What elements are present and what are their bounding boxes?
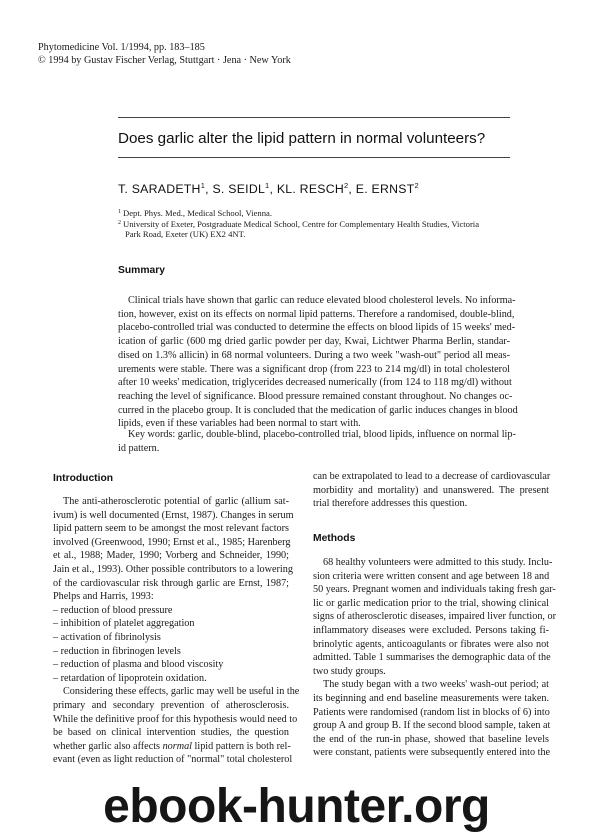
- text-line: group A and group B. If the second blood sample, taken at: [313, 720, 551, 732]
- text-line: 50 years. Pregnant women and individuals taking fresh gar-: [313, 584, 556, 596]
- text-line: signs of atherosclerotic diseases, impaired liver function, or: [313, 611, 557, 623]
- text-line: – inhibition of platelet aggregation: [53, 618, 195, 630]
- text-line: be based on clinical intervention studies, the question: [53, 727, 289, 739]
- text-line: involved (Greenwood, 1990; Ernst et al., 1985; Harenberg: [53, 536, 291, 548]
- text-line: curred in the placebo group. It is concluded that the medication of garlic induces changes in blood: [118, 404, 518, 416]
- author-name: KL. RESCH: [276, 182, 344, 196]
- text-line: urements were stable. There was a significant drop (from 223 to 214 mg/dl) in total cholesterol: [118, 363, 510, 375]
- text-line: The anti-atherosclerotic potential of garlic (allium sat-: [63, 496, 289, 507]
- text-line: – reduction of blood pressure: [53, 604, 173, 616]
- text-line: dised on 1.3% allicin) in 68 normal volunteers. During a two week "wash-out" period all meas-: [118, 349, 510, 361]
- text-line: lipids, even if these variables had been normal to start with.: [118, 418, 361, 430]
- affiliation-mark: 1: [118, 209, 121, 215]
- title-rule-bottom: [118, 157, 510, 158]
- text-line: Considering these effects, garlic may well be useful in the: [63, 686, 300, 698]
- summary-heading: Summary: [118, 265, 165, 276]
- author-affil-mark: 2: [343, 181, 349, 190]
- text-line: Clinical trials have shown that garlic can reduce elevated blood cholesterol levels. No informa-: [128, 295, 516, 306]
- text-line: morbidity and mortality) and unanswered. The present: [313, 484, 549, 496]
- text-line: – reduction in fibrinogen levels: [53, 645, 181, 657]
- text-line: Key words: garlic, double-blind, placebo-controlled trial, blood lipids, influence on normal lip-: [128, 429, 516, 440]
- introduction-heading: Introduction: [53, 473, 114, 484]
- text-line: were constant, patients were subsequently entered into the: [313, 747, 551, 759]
- journal-citation: Phytomedicine Vol. 1/1994, pp. 183–185: [38, 42, 205, 53]
- text-line: The study began with a two weeks' wash-out period; at: [323, 679, 549, 691]
- text-line: two study groups.: [313, 665, 386, 677]
- watermark: ebook-hunter.org: [103, 779, 490, 833]
- text-line: its beginning and end baseline measurements were taken.: [313, 693, 549, 704]
- text-line: While the definitive proof for this hypothesis would need to: [53, 713, 298, 725]
- text-line: placebo-controlled trial was conducted to determine the effects on blood lipids of 15 weeks' med-: [118, 322, 516, 334]
- title-rule-top: [118, 117, 510, 118]
- article-title: Does garlic alter the lipid pattern in normal volunteers?: [118, 130, 486, 147]
- text-line: et al., 1988; Mader, 1990; Vorberg and Schneider, 1990;: [53, 550, 289, 562]
- text-line: after 10 weeks' medication, triglycerides decreased numerically (from 124 to 118 mg/dl) without: [118, 377, 512, 389]
- text-line: Jain et al., 1993). Other possible contributors to a lowering: [53, 564, 293, 575]
- text-line: – retardation of lipoprotein oxidation.: [53, 672, 207, 684]
- affiliation-text: University of Exeter, Postgraduate Medical School, Centre for Complementary Health Studies, Victoria: [123, 219, 480, 229]
- text-line: reaching the level of significance. Blood pressure remained constant throughout. No changes oc-: [118, 390, 513, 402]
- author-affil-mark: 2: [414, 181, 419, 190]
- text-line: – reduction of plasma and blood viscosity: [53, 659, 224, 671]
- affiliation-line: [125, 229, 245, 240]
- text-line: of the cardiovascular risk through garlic are Ernst, 1987;: [53, 577, 289, 589]
- author-name: S. SEIDL: [212, 182, 266, 196]
- text-line: the end of the run-in phase, showed that baseline levels: [313, 733, 549, 745]
- text-line: tion, however, exist on its effects on normal lipid patterns. Therefore a randomised, double-blind,: [118, 308, 515, 320]
- affiliation-mark: 2: [118, 220, 121, 226]
- author-list: T. SARADETH$^1$, S. SEIDL$^1$, KL. RESCH$^2$, E. ERNST$^2$: [118, 181, 419, 196]
- text-line: ivum) is well documented (Ernst, 1987). Changes in serum: [53, 509, 294, 521]
- text-line: 68 healthy volunteers were admitted to this study. Inclu-: [323, 557, 553, 568]
- text-line: id pattern.: [118, 442, 160, 454]
- text-line: evant (even as light reduction of "normal" total cholesterol: [53, 754, 293, 766]
- copyright-line: © 1994 by Gustav Fischer Verlag, Stuttgart · Jena · New York: [38, 55, 291, 66]
- text-line: Patients were randomised (random list in blocks of 6) into: [313, 706, 550, 718]
- text-line: Phelps and Harris, 1993:: [53, 591, 154, 603]
- author-name: T. SARADETH: [118, 182, 201, 196]
- text-line: lic or garlic medication prior to the trial, showing clinical: [313, 597, 549, 609]
- author-name: E. ERNST: [355, 182, 415, 196]
- text-line: ication of garlic (600 mg dried garlic powder per day, Kwai, Lichtwer Pharma Berlin, standar-: [118, 336, 510, 348]
- text-line: brinolytic agents, anticoagulants or fibrates were also not: [313, 638, 549, 650]
- affiliation-text: Park Road, Exeter (UK) EX2 4NT.: [125, 229, 246, 239]
- text-line: – activation of fibrinolysis: [53, 632, 161, 643]
- text-line: admitted. Table 1 summarises the demographic data of the: [313, 652, 551, 664]
- affiliation-text: Dept. Phys. Med., Medical School, Vienna.: [123, 208, 272, 218]
- author-affil-mark: 1: [200, 181, 206, 190]
- methods-heading: Methods: [313, 533, 356, 544]
- text-line: inflammatory diseases were excluded. Persons taking fi-: [313, 625, 549, 636]
- text-line: can be extrapolated to lead to a decrease of cardiovascular: [313, 471, 551, 482]
- text-line: primary and secondary prevention of atherosclerosis.: [53, 700, 289, 711]
- text-line: trial therefore addresses this question.: [313, 498, 468, 510]
- text-line: lipid pattern seem to be amongst the most relevant factors: [53, 523, 289, 535]
- text-line: sion criteria were written consent and age between 18 and: [313, 570, 550, 582]
- text-line: whether garlic also affects normal lipid pattern is both rel-: [53, 740, 291, 752]
- author-affil-mark: 1: [265, 181, 270, 190]
